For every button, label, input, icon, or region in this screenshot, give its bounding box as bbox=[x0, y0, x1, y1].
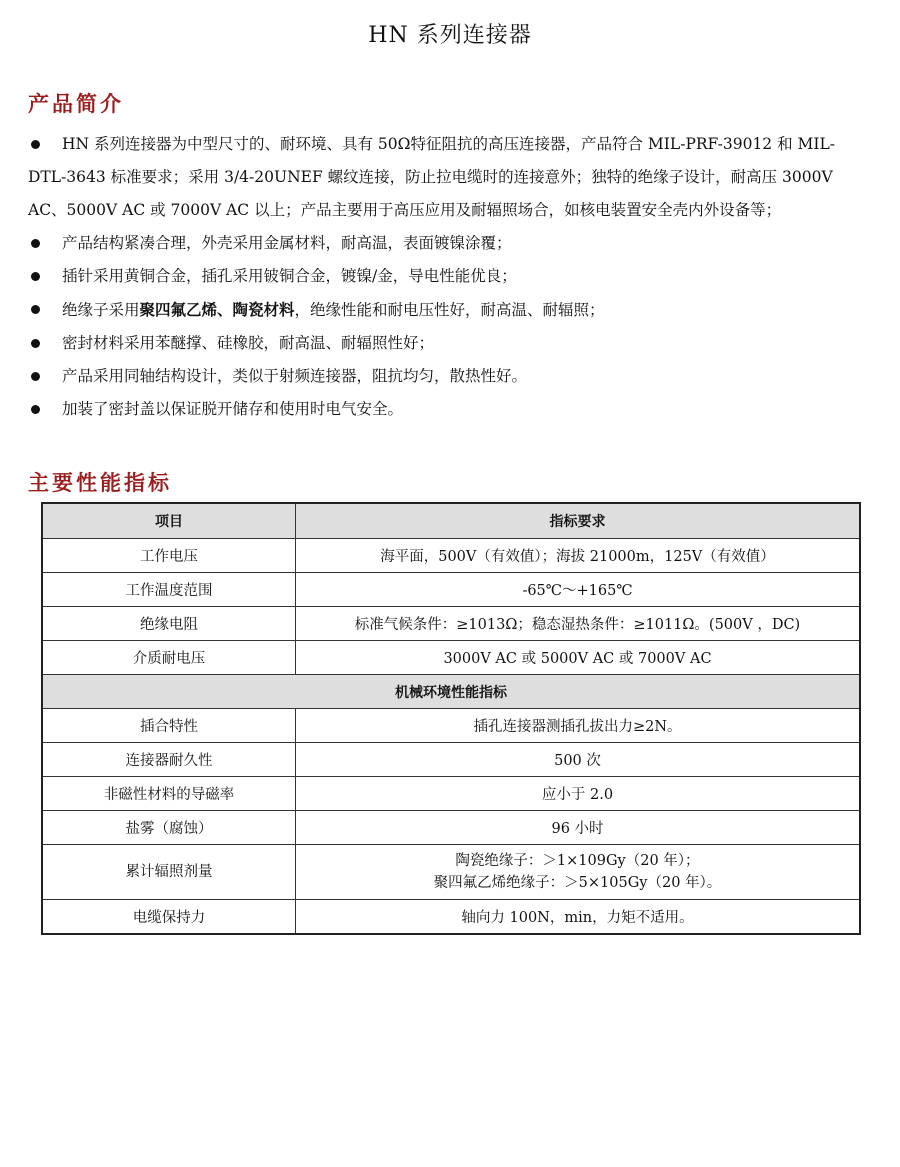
dose-line-ceramic: 陶瓷绝缘子：＞1×109Gy（20 年）； bbox=[455, 853, 700, 869]
dose-line-ptfe: 聚四氟乙烯绝缘子：＞5×105Gy（20 年）。 bbox=[433, 875, 722, 891]
bullet-dot-icon bbox=[31, 239, 40, 248]
row-value: 500 次 bbox=[296, 743, 861, 777]
row-value: 海平面，500V（有效值）；海拔 21000m，125V（有效值） bbox=[296, 539, 861, 573]
bullet-dot-icon bbox=[31, 272, 40, 281]
row-value bbox=[296, 845, 861, 900]
bullet-text: 产品采用同轴结构设计，类似于射频连接器，阻抗均匀，散热性好。 bbox=[62, 367, 528, 385]
row-label: 非磁性材料的导磁率 bbox=[42, 777, 296, 811]
row-label: 盐雾（腐蚀） bbox=[42, 811, 296, 845]
table-row bbox=[42, 845, 860, 900]
spec-table bbox=[41, 502, 861, 935]
bullet-text: 插针采用黄铜合金，插孔采用铍铜合金，镀镍/金，导电性能优良； bbox=[62, 267, 517, 285]
table-row bbox=[42, 743, 860, 777]
bullet-text: HN 系列连接器为中型尺寸的、耐环境、具有 50Ω特征阻抗的高压连接器，产品符合 MIL-PRF-39012 和 MIL-DTL-3643 标准要求；采用 3/4-20UNEF 螺纹连接，防止拉电缆时的连接意外；独特的绝缘子设计，耐高压 3000V AC、5000V AC 或 7000V AC 以上；产品主要用于高压应用及耐辐照场合，如核电装置安全壳内外设备等； bbox=[28, 135, 836, 219]
bullet-dot-icon bbox=[31, 372, 40, 381]
intro-bullet-list bbox=[28, 128, 848, 426]
row-label: 累计辐照剂量 bbox=[42, 845, 296, 900]
row-value: 插孔连接器测插孔拔出力≥2N。 bbox=[296, 709, 861, 743]
header-requirement: 指标要求 bbox=[296, 503, 861, 539]
bullet-dot-icon bbox=[31, 339, 40, 348]
header-item: 项目 bbox=[42, 503, 296, 539]
bullet-dot-icon bbox=[31, 405, 40, 414]
row-value: -65℃～+165℃ bbox=[296, 573, 861, 607]
row-value: 3000V AC 或 5000V AC 或 7000V AC bbox=[296, 641, 861, 675]
intro-heading: 产品简介 bbox=[28, 92, 124, 116]
bullet-item bbox=[28, 393, 848, 426]
table-subheader-row bbox=[42, 675, 860, 709]
bullet-item bbox=[28, 227, 848, 260]
table-row bbox=[42, 573, 860, 607]
row-value: 96 小时 bbox=[296, 811, 861, 845]
table-row bbox=[42, 607, 860, 641]
bullet-item bbox=[28, 293, 848, 327]
bullet-text-pre: 绝缘子采用 bbox=[62, 301, 140, 319]
table-row bbox=[42, 811, 860, 845]
row-label: 电缆保持力 bbox=[42, 900, 296, 935]
bullet-text: 加装了密封盖以保证脱开储存和使用时电气安全。 bbox=[62, 400, 404, 418]
page-title: HN 系列连接器 bbox=[368, 23, 532, 48]
row-value: 应小于 2.0 bbox=[296, 777, 861, 811]
table-row bbox=[42, 709, 860, 743]
table-header-row bbox=[42, 503, 860, 539]
table-row bbox=[42, 641, 860, 675]
bullet-item bbox=[28, 128, 848, 227]
bullet-text-post: ，绝缘性能和耐电压性好，耐高温、耐辐照； bbox=[294, 301, 605, 319]
row-value: 轴向力 100N，min，力矩不适用。 bbox=[296, 900, 861, 935]
row-label: 连接器耐久性 bbox=[42, 743, 296, 777]
table-row bbox=[42, 777, 860, 811]
row-value: 标准气候条件：≥1013Ω；稳态湿热条件：≥1011Ω。(500V ，DC) bbox=[296, 607, 861, 641]
row-label: 工作温度范围 bbox=[42, 573, 296, 607]
bullet-item bbox=[28, 327, 848, 360]
row-label: 介质耐电压 bbox=[42, 641, 296, 675]
bullet-text bbox=[28, 293, 848, 327]
table-row bbox=[42, 539, 860, 573]
row-label: 插合特性 bbox=[42, 709, 296, 743]
bullet-text: 产品结构紧凑合理，外壳采用金属材料，耐高温，表面镀镍涂覆； bbox=[62, 234, 512, 252]
bullet-text-bold: 聚四氟乙烯、陶瓷材料 bbox=[139, 300, 295, 319]
performance-heading: 主要性能指标 bbox=[28, 471, 172, 495]
bullet-item bbox=[28, 360, 848, 393]
table-row bbox=[42, 900, 860, 935]
row-label: 绝缘电阻 bbox=[42, 607, 296, 641]
bullet-text: 密封材料采用苯醚撑、硅橡胶，耐高温、耐辐照性好； bbox=[62, 334, 435, 352]
bullet-item bbox=[28, 260, 848, 293]
mechanical-subheader: 机械环境性能指标 bbox=[42, 675, 860, 709]
bullet-dot-icon bbox=[31, 140, 40, 149]
bullet-dot-icon bbox=[31, 305, 40, 314]
row-label: 工作电压 bbox=[42, 539, 296, 573]
